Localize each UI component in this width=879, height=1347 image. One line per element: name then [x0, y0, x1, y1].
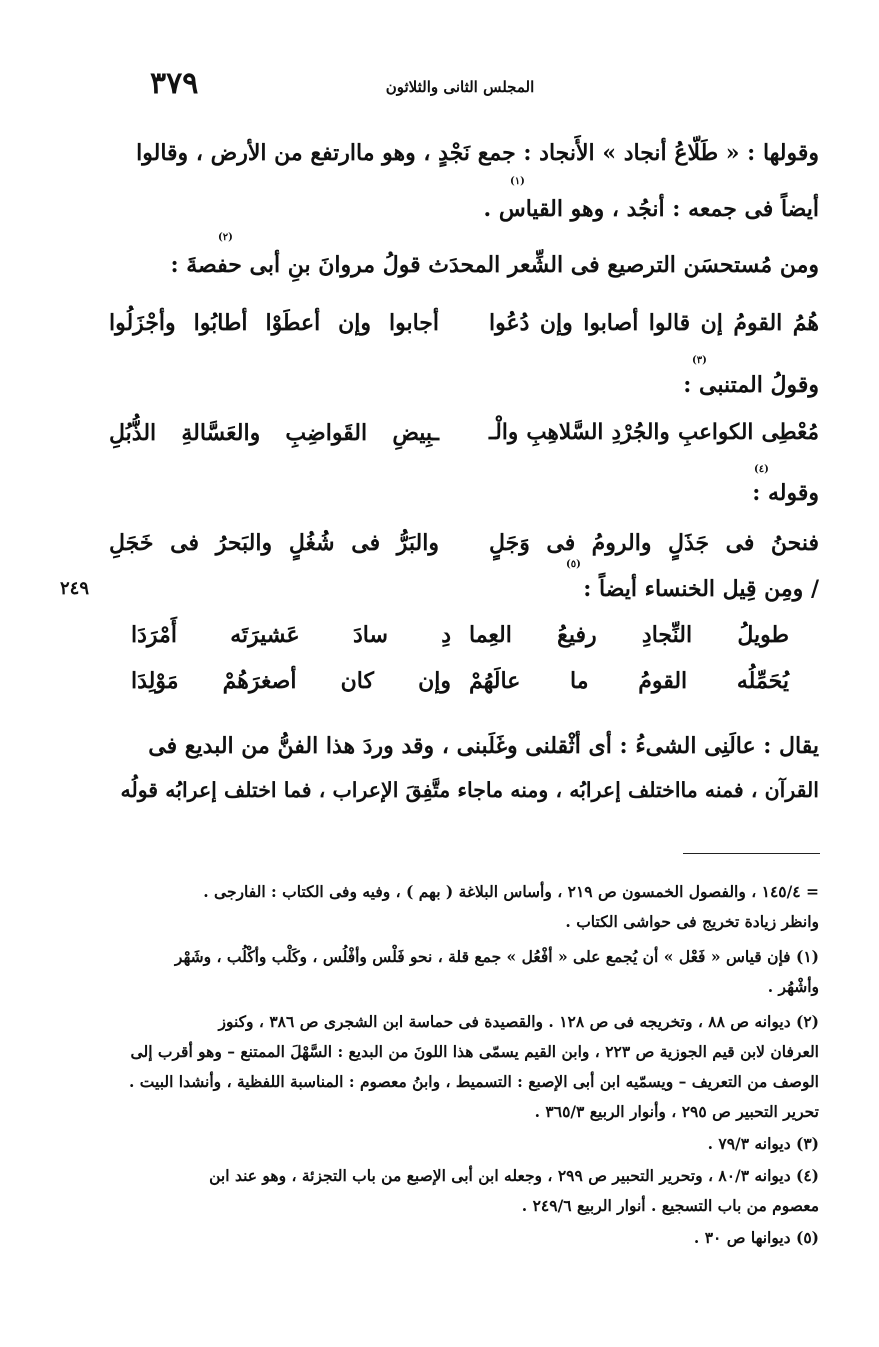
- verse-hemistich: أجابوا وإن أعطَوْا أطابُوا وأجْزَلُوا: [109, 310, 439, 336]
- note-marker: (٣): [692, 355, 707, 366]
- body-line: وقولُ المتنبى :: [683, 372, 819, 398]
- verse-hemistich: والبَرُّ فى شُغُلٍ والبَحرُ فى خَجَلِ: [109, 530, 439, 556]
- footnote-line: = ١٤٥/٤ ، والفصول الخمسون ص ٢١٩ ، وأساس البلاغة ( بهم ) ، وفيه وفى الكتاب : الفارجى .: [203, 882, 819, 901]
- footnote-line: معصوم من باب التسجيع . أنوار الربيع ٢٤٩/٦ .: [521, 1196, 819, 1215]
- verse-hemistich: مُعْطِى الكواعبِ والجُرْدِ السَّلاهِبِ والْـ: [489, 420, 819, 445]
- footnote-line: العرفان لابن قيم الجوزية ص ٢٢٣ ، وابن القيم يسمّى هذا اللونَ من البديع : السَّهْلَ الممتنع – وهو أقرب إلى: [130, 1042, 819, 1061]
- footnote-line: الوصف من التعريف – ويسمّيه ابن أبى الإصبع : التسميط ، وابنُ معصوم : المناسبة اللفظية ، وأنشدا البيت .: [129, 1072, 819, 1091]
- footnote-divider: [683, 853, 820, 854]
- running-header: المجلس الثانى والثلاثون: [385, 78, 535, 96]
- footnote-line: (١) فإن قياس « فَعْل » أن يُجمع على « أفْعُل » جمع قلة ، نحو فَلْس وأفْلُس ، وكَلْب وأكْلُب ، وشَهْر: [174, 947, 819, 966]
- verse-hemistich: فنحنُ فى جَذَلٍ والرومُ فى وَجَلٍ: [489, 530, 819, 556]
- note-marker: (٤): [754, 464, 769, 475]
- verse-hemistich: هُمُ القومُ إن قالوا أصابوا وإن دُعُوا: [489, 310, 819, 336]
- footnote-line: (٢) ديوانه ص ٨٨ ، وتخريجه فى ص ١٢٨ . والقصيدة فى حماسة ابن الشجرى ص ٣٨٦ ، وكنوز: [218, 1012, 819, 1031]
- body-line: يقال : عالَنِى الشىءُ : أى أثْقلنى وغَلَبنى ، وقد وردَ هذا الفنُّ من البديع فى: [148, 733, 819, 759]
- verse-line: [109, 310, 819, 340]
- body-line: ومن مُستحسَن الترصيع فى الشِّعر المحدَث قولُ مروانَ بنِ أبى حفصةَ :: [170, 252, 819, 278]
- verse-line: [109, 420, 819, 450]
- footnote-line: (٥) ديوانها ص ٣٠ .: [693, 1228, 819, 1247]
- body-line: وقولها : « طَلّاعُ أنجاد » الأَنجاد : جمع نَجْدٍ ، وهو ماارتفع من الأرض ، وقالوا: [136, 140, 819, 166]
- note-marker: (١): [510, 176, 525, 187]
- verse-hemistich: طويلُ النِّجادِ رفيعُ العِما: [469, 622, 789, 648]
- note-marker: (٥): [566, 559, 581, 570]
- footnote-line: وأشْهُر .: [767, 977, 819, 996]
- body-line: / ومِن قِيل الخنساء أيضاً :: [583, 576, 819, 602]
- body-line: وقوله :: [752, 480, 819, 506]
- footnote-line: وانظر زيادة تخريج فى حواشى الكتاب .: [565, 912, 819, 931]
- body-line: أيضاً فى جمعه : أنجُد ، وهو القياس .: [483, 196, 819, 222]
- verse-hemistich: يُحَمِّلُه القومُ ما عالَهُمْ: [469, 668, 789, 694]
- verse-hemistich: وإن كان أصغرَهُمْ مَوْلِدَا: [131, 668, 451, 694]
- margin-page-number: ٢٤٩: [60, 578, 90, 599]
- footnote-line: (٤) ديوانه ٨٠/٣ ، وتحرير التحبير ص ٢٩٩ ، وجعله ابن أبى الإصبع من باب التجزئة ، وهو عند ابن: [209, 1166, 819, 1185]
- page-number: ٣٧٩: [150, 66, 199, 101]
- verse-line: [109, 622, 819, 652]
- footnote-line: تحرير التحبير ص ٢٩٥ ، وأنوار الربيع ٣٦٥/٣ .: [534, 1102, 819, 1121]
- verse-line: [109, 668, 819, 698]
- note-marker: (٢): [218, 232, 233, 243]
- body-line: القرآن ، فمنه مااختلف إعرابُه ، ومنه ماجاء متَّفِقَ الإعراب ، فما اختلف إعرابُه قولُه: [120, 778, 819, 802]
- footnote-line: (٣) ديوانه ٧٩/٣ .: [707, 1134, 819, 1153]
- verse-hemistich: ـبِيضِ القَواضِبِ والعَسَّالةِ الذُّبُلِ: [109, 420, 439, 446]
- verse-hemistich: دِ سادَ عَشيرَتَه أَمْرَدَا: [131, 622, 451, 648]
- verse-line: [109, 530, 819, 560]
